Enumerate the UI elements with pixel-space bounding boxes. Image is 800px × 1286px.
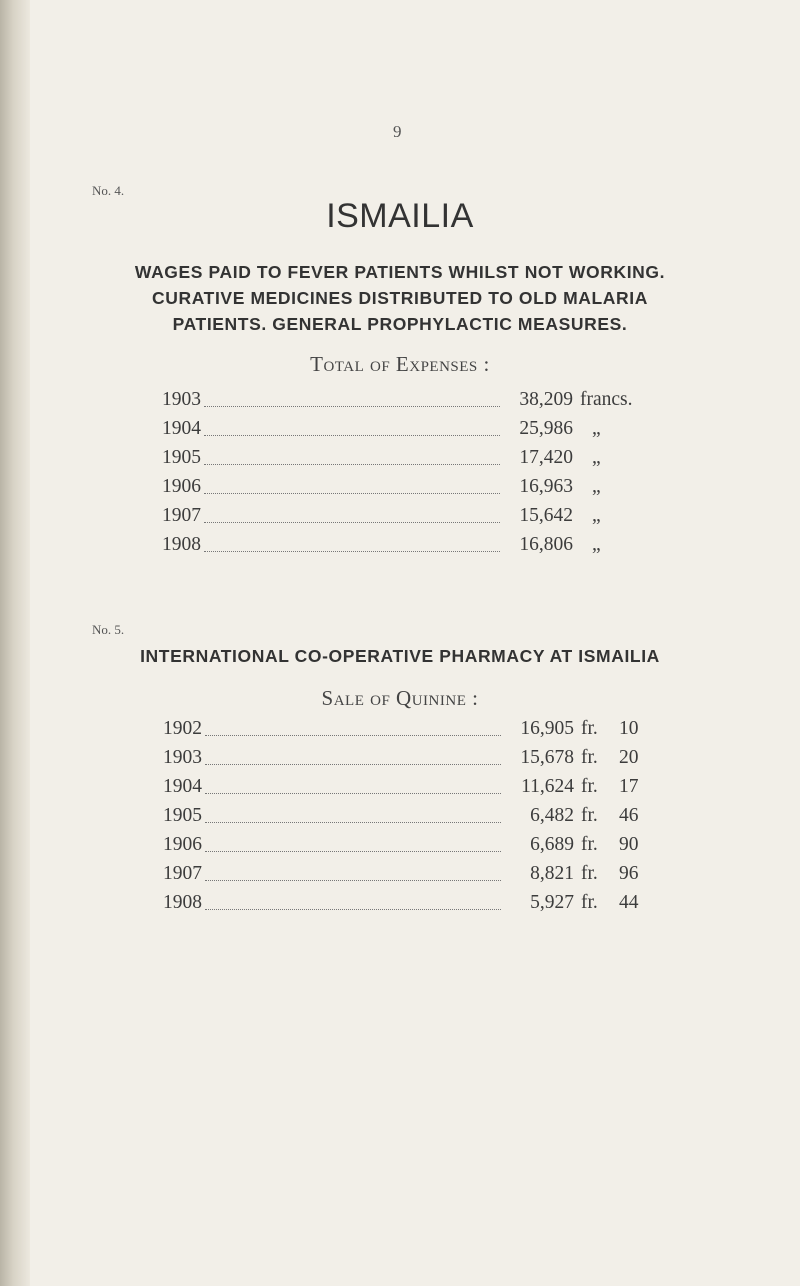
amount-cell: 5,927 bbox=[501, 892, 574, 914]
year-cell: 1903 bbox=[163, 747, 202, 768]
section-title: INTERNATIONAL CO-OPERATIVE PHARMACY AT ISMAILIA bbox=[140, 646, 660, 666]
amount-cell: 17,420 bbox=[500, 447, 573, 469]
page-number: 9 bbox=[393, 122, 402, 141]
dot-leader bbox=[204, 522, 500, 523]
section-number: No. 5. bbox=[92, 622, 125, 637]
year-cell: 1907 bbox=[163, 863, 202, 884]
dot-leader bbox=[205, 735, 501, 736]
cents-cell: 96 bbox=[619, 863, 639, 884]
amount-cell: 8,821 bbox=[501, 863, 574, 885]
unit-cell: „ bbox=[592, 418, 601, 439]
year-cell: 1908 bbox=[163, 892, 202, 913]
amount-cell: 25,986 bbox=[500, 418, 573, 440]
section-number: No. 4. bbox=[92, 183, 125, 198]
table-row bbox=[163, 718, 663, 747]
year-cell: 1908 bbox=[162, 534, 201, 555]
amount-cell: 16,905 bbox=[501, 718, 574, 740]
description-line: PATIENTS. GENERAL PROPHYLACTIC MEASURES. bbox=[172, 314, 628, 334]
amount-cell: 16,963 bbox=[500, 476, 573, 498]
description-line: WAGES PAID TO FEVER PATIENTS WHILST NOT WORKING. bbox=[134, 262, 666, 282]
year-cell: 1906 bbox=[162, 476, 201, 497]
dot-leader bbox=[204, 435, 500, 436]
table-row bbox=[162, 447, 662, 476]
table-row bbox=[162, 476, 662, 505]
dot-leader bbox=[204, 406, 500, 407]
quinine-sales-table bbox=[163, 718, 663, 921]
dot-leader bbox=[204, 464, 500, 465]
year-cell: 1905 bbox=[162, 447, 201, 468]
unit-cell: fr. bbox=[581, 805, 598, 826]
amount-cell: 15,678 bbox=[501, 747, 574, 769]
dot-leader bbox=[204, 551, 500, 552]
amount-cell: 6,482 bbox=[501, 805, 574, 827]
table-subtitle: Total of Expenses : bbox=[310, 352, 490, 376]
dot-leader bbox=[205, 880, 501, 881]
amount-cell: 16,806 bbox=[500, 534, 573, 556]
expenses-table bbox=[162, 389, 662, 563]
cents-cell: 10 bbox=[619, 718, 639, 739]
table-row bbox=[162, 505, 662, 534]
year-cell: 1907 bbox=[162, 505, 201, 526]
cents-cell: 20 bbox=[619, 747, 639, 768]
table-row bbox=[163, 776, 663, 805]
cents-cell: 44 bbox=[619, 892, 639, 913]
year-cell: 1904 bbox=[162, 418, 201, 439]
unit-cell: „ bbox=[592, 505, 601, 526]
unit-cell: francs. bbox=[580, 389, 633, 410]
year-cell: 1904 bbox=[163, 776, 202, 797]
unit-cell: fr. bbox=[581, 863, 598, 884]
dot-leader bbox=[205, 764, 501, 765]
amount-cell: 11,624 bbox=[501, 776, 574, 798]
unit-cell: fr. bbox=[581, 776, 598, 797]
cents-cell: 17 bbox=[619, 776, 639, 797]
table-subtitle: Sale of Quinine : bbox=[321, 686, 479, 710]
year-cell: 1902 bbox=[163, 718, 202, 739]
year-cell: 1905 bbox=[163, 805, 202, 826]
amount-cell: 6,689 bbox=[501, 834, 574, 856]
book-spine-shadow bbox=[0, 0, 30, 1286]
unit-cell: fr. bbox=[581, 834, 598, 855]
unit-cell: „ bbox=[592, 447, 601, 468]
cents-cell: 46 bbox=[619, 805, 639, 826]
dot-leader bbox=[204, 493, 500, 494]
table-row bbox=[162, 534, 662, 563]
year-cell: 1903 bbox=[162, 389, 201, 410]
dot-leader bbox=[205, 909, 501, 910]
cents-cell: 90 bbox=[619, 834, 639, 855]
table-row bbox=[163, 805, 663, 834]
table-row bbox=[163, 747, 663, 776]
table-row bbox=[163, 863, 663, 892]
amount-cell: 38,209 bbox=[500, 389, 573, 411]
unit-cell: „ bbox=[592, 476, 601, 497]
table-row bbox=[162, 418, 662, 447]
year-cell: 1906 bbox=[163, 834, 202, 855]
unit-cell: fr. bbox=[581, 747, 598, 768]
description-line: CURATIVE MEDICINES DISTRIBUTED TO OLD MALARIA bbox=[152, 288, 648, 308]
dot-leader bbox=[205, 822, 501, 823]
dot-leader bbox=[205, 851, 501, 852]
section-title: ISMAILIA bbox=[326, 197, 474, 235]
table-row bbox=[162, 389, 662, 418]
dot-leader bbox=[205, 793, 501, 794]
table-row bbox=[163, 892, 663, 921]
unit-cell: fr. bbox=[581, 892, 598, 913]
amount-cell: 15,642 bbox=[500, 505, 573, 527]
unit-cell: fr. bbox=[581, 718, 598, 739]
table-row bbox=[163, 834, 663, 863]
unit-cell: „ bbox=[592, 534, 601, 555]
